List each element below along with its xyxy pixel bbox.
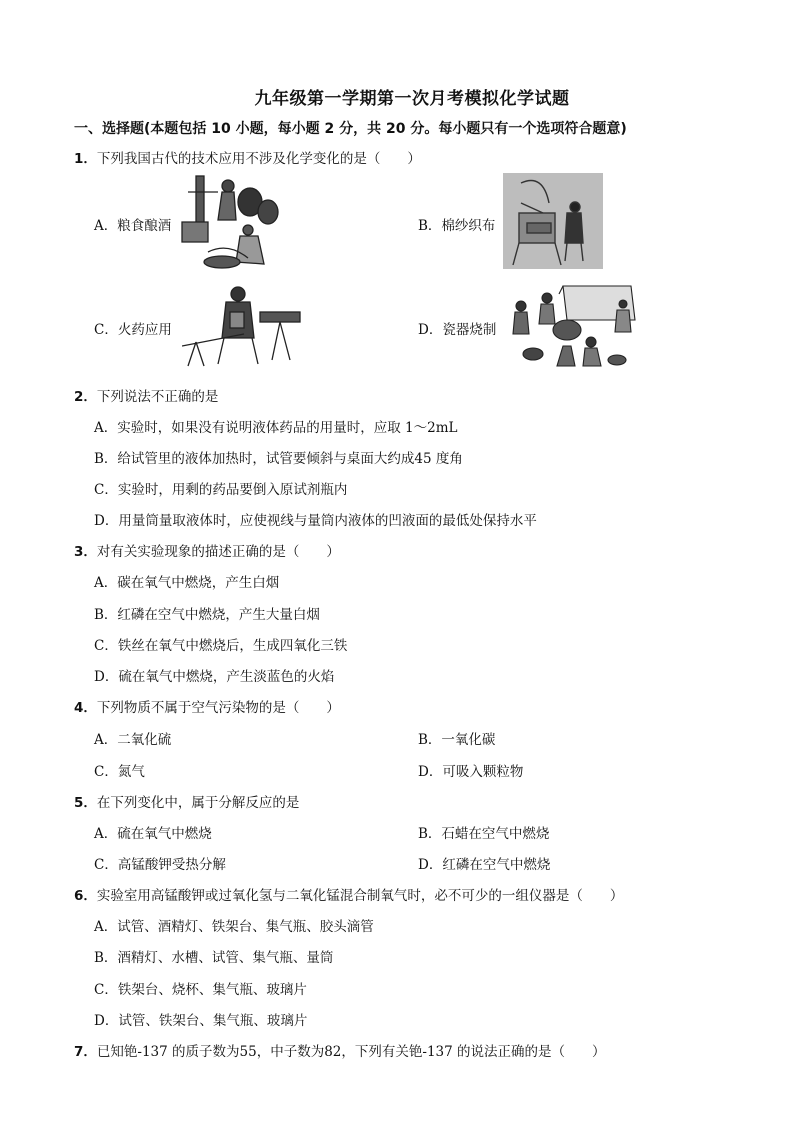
option-2a: A．实验时，如果没有说明液体药品的用量时，应取 1～2mL <box>94 420 458 436</box>
question-number: 4． <box>74 700 97 716</box>
question-4 <box>74 696 340 716</box>
option-6a: A．试管、酒精灯、铁架台、集气瓶、胶头滴管 <box>94 919 374 935</box>
question-number: 5． <box>74 795 97 811</box>
exam-title: 九年级第一学期第一次月考模拟化学试题 <box>254 89 570 109</box>
option-3d: D．硫在氧气中燃烧，产生淡蓝色的火焰 <box>94 669 335 685</box>
option-1a: A．粮食酿酒 <box>94 218 172 234</box>
wine-brewing-illustration <box>178 172 290 272</box>
gunpowder-warrior-illustration <box>182 284 306 368</box>
option-5c: C．高锰酸钾受热分解 <box>94 857 226 873</box>
option-5b: B．石蜡在空气中燃烧 <box>418 826 550 842</box>
option-6b: B．酒精灯、水槽、试管、集气瓶、量筒 <box>94 950 334 966</box>
question-2 <box>74 385 218 405</box>
question-stem: 已知铯-137 的质子数为55，中子数为82，下列有关铯-137 的说法正确的是（ ） <box>96 1044 606 1060</box>
option-2b: B．给试管里的液体加热时，试管要倾斜与桌面大约成45 度角 <box>94 451 463 467</box>
question-stem: 实验室用高锰酸钾或过氧化氢与二氧化锰混合制氧气时，必不可少的一组仪器是（ ） <box>96 888 624 904</box>
option-6d: D．试管、铁架台、集气瓶、玻璃片 <box>94 1013 308 1029</box>
option-4b: B．一氧化碳 <box>418 732 496 748</box>
option-2c: C．实验时，用剩的药品要倒入原试剂瓶内 <box>94 482 348 498</box>
question-stem: 下列物质不属于空气污染物的是（ ） <box>96 700 340 716</box>
option-6c: C．铁架台、烧杯、集气瓶、玻璃片 <box>94 982 307 998</box>
option-3a: A．碳在氧气中燃烧，产生白烟 <box>94 575 280 591</box>
question-1 <box>74 147 421 167</box>
option-5d: D．红磷在空气中燃烧 <box>418 857 551 873</box>
question-6 <box>74 884 623 904</box>
question-number: 6． <box>74 888 97 904</box>
question-stem: 对有关实验现象的描述正确的是（ ） <box>96 544 340 560</box>
question-stem: 下列说法不正确的是 <box>96 389 219 405</box>
option-4d: D．可吸入颗粒物 <box>418 764 524 780</box>
option-3b: B．红磷在空气中燃烧，产生大量白烟 <box>94 607 320 623</box>
question-5 <box>74 791 299 811</box>
question-7 <box>74 1040 606 1060</box>
option-2d: D．用量筒量取液体时，应使视线与量筒内液体的凹液面的最低处保持水平 <box>94 513 537 529</box>
loom-figure <box>503 173 603 269</box>
question-number: 2． <box>74 389 97 405</box>
question-3 <box>74 540 340 560</box>
option-1b: B．棉纱织布 <box>418 218 496 234</box>
option-5a: A．硫在氧气中燃烧 <box>94 826 212 842</box>
question-number: 3． <box>74 544 97 560</box>
question-number: 7． <box>74 1044 97 1060</box>
question-number: 1． <box>74 151 97 167</box>
question-stem: 在下列变化中，属于分解反应的是 <box>96 795 300 811</box>
option-3c: C．铁丝在氧气中燃烧后，生成四氧化三铁 <box>94 638 348 654</box>
option-4c: C．氮气 <box>94 764 145 780</box>
option-4a: A．二氧化硫 <box>94 732 172 748</box>
option-1c: C．火药应用 <box>94 322 172 338</box>
porcelain-firing-illustration <box>503 280 639 370</box>
section-header: 一、选择题(本题包括 10 小题，每小题 2 分，共 20 分。每小题只有一个选项符合题意) <box>74 121 627 137</box>
question-stem: 下列我国古代的技术应用不涉及化学变化的是（ ） <box>96 151 421 167</box>
option-1d: D．瓷器烧制 <box>418 322 497 338</box>
cotton-weaving-photo <box>503 173 603 269</box>
